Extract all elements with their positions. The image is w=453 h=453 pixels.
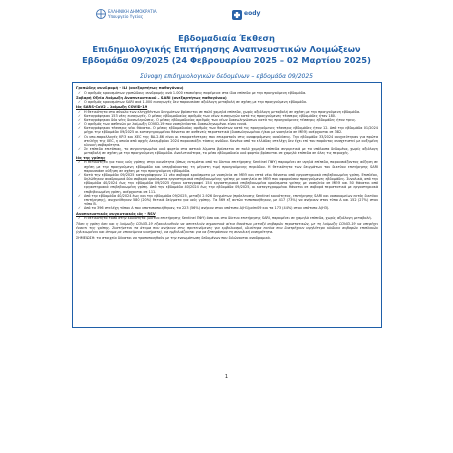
summary-box bbox=[72, 82, 382, 328]
flu-list bbox=[76, 160, 378, 210]
list-item: ✓ Ο αριθμός κρουσμάτων γριπώδους συνδρομής ανά 1.000 επισκέψεις παρέμεινε στα ίδια επίπεδα με την προηγούμενη εβδομάδα. bbox=[84, 91, 378, 95]
list-item: ✓ Καταγράφηκαν τέσσερις νέοι θάνατοι. Ο μέσος εβδομαδιαίος αριθμός των θανάτων κατά τις προηγούμενες τέσσερις εβδομάδες ήταν 12. Από την εβδομάδα 01/2024 μέχρι την εβδομάδα 09/2025 οι καταγεγραμμένοι θάνατοι σε ασθενείς περιστατικά (διασωληνωμένοι ή/και με νοσηλεία σε ΜΕΘ) ανέρχονται σε 382. bbox=[84, 126, 378, 134]
org-left-sub: Υπουργείο Υγείας bbox=[108, 14, 144, 19]
list-item: ✓ Η θετικότητα για τους ιούς γρίπης στην κοινότητα (όπως εκτιμάται από το δίκτυο επιτήρησης Sentinel ΠΦΥ) παραμένει σε υψηλά επίπεδα, παρουσιάζοντας αύξηση σε σχέση με την προηγούμενη εβδομάδα και υπερβαίνοντας τη μέγιστη τιμή προηγούμενης περιόδου. Η θετικότητα των δειγμάτων του δικτύου επιτήρησης SARI παρουσιάσε αύξηση σε σχέση με την προηγούμενη εβδομάδα. bbox=[84, 160, 378, 172]
rsv-list bbox=[76, 216, 378, 220]
summary-subtitle: Σύνοψη επιδημιολογικών δεδομένων – εβδομάδα 09/2025 bbox=[140, 73, 313, 80]
list-item: ✓ Καταγράφηκαν δύο νέες διασωληνώσεις. Ο μέσος εβδομαδιαίος αριθμός των νέων διασωληνώσεων κατά τις προηγούμενες τέσσερις εβδομάδες ήταν τρεις. bbox=[84, 118, 378, 122]
page-number: 1 bbox=[224, 374, 229, 380]
list-item: ✓ Η θετικότητα στο σύνολο των ελεγχθέντων δειγμάτων βρίσκεται σε πολύ χαμηλά επίπεδα, χωρίς αξιόλογη μεταβολή σε σχέση με την προηγούμενη εβδομάδα. bbox=[84, 110, 378, 114]
recommendation-note: Τόσο η γρίπη όσο και η λοίμωξη COVID-19 εξακολουθούν να αποτελούν σημαντικά αίτια θανάτων μεταξύ σοβαρών περιστατικών, με τη λοίμωξη COVID-19 να υπερέχει έναντι της γρίπης. Συστήνεται τα άτομα που ανήκουν στις προτεινόμενες για εμβολιασμό, ιδιαίτερα εκείνα που διατρέχουν υψηλότερο κίνδυνο σοβαρών επιπλοκών (ηλικιωμένοι και άτομα με υποκείμενα νοσήματα), να εμβολιάζονται για να ξεπεράσουν τη συνολική νοσηρότητα. bbox=[76, 222, 378, 235]
ministry-logo bbox=[96, 8, 168, 20]
list-item: ✓ Καταγράφηκαν 153 νέες εισαγωγές. Ο μέσος εβδομαδιαίος αριθμός των νέων εισαγωγών κατά τις προηγούμενες τέσσερις εβδομάδες ήταν 180. bbox=[84, 114, 378, 118]
list-item: ✓ Η θετικότητα τόσο στην κοινότητα (δίκτυο επιτήρησης Sentinel ΠΦΥ) όσο και στο δίκτυο επιτήρησης SARI, παραμένει σε χαμηλά επίπεδα, χωρίς αξιόλογη μεταβολή. bbox=[84, 216, 378, 220]
list-item: ✓ Σε επίπεδο επιτόπιας, το συγκεντρωμένο ιικό φορτίο στα αστικά λύματα βρίσκεται σε πολύ χαμηλά επίπεδα συγκριτικά με τα υπόλοιπα δεδομένα, χωρίς αξιόλογη μεταβολή σε σχέση με την προηγούμενη εβδομάδα. Αναλυτικότερα, το μέσο εβδομαδιαίο ιικό φορτίο βρίσκεται σε χαμηλά επίπεδα σε όλες τις περιοχές. bbox=[84, 147, 378, 155]
covid-list bbox=[76, 110, 378, 156]
title-line-1: Εβδομαδιαία Έκθεση bbox=[178, 33, 275, 43]
covid-heading: Ιός SARS-CoV2 – λοίμωξη COVID-19 bbox=[76, 105, 148, 110]
list-item: ✓ Ο αριθμός κρουσμάτων SARI ανά 1.000 εισαγωγές δεν παρουσιάσε αξιόλογη μεταβολή σε σχέση με την προηγούμενη εβδομάδα. bbox=[84, 100, 378, 104]
list-item: ✓ Από την εβδομάδα 40/2024 έως και την εβδομάδα 09/2025, μεταξύ 2.926 δειγμάτων (πρόελευσης Sentinel κοινότητας, επιτήρησης SARI και νοσοκομείων εκτός δικτύου επιτήρησης), ανιχνεύθηκαν 580 (20%) θετικά δείγματα για ιούς γρίπης. Τα 569 εξ αυτών τυποποιήθηκαν, με 417 (73%) να ανήκουν στον τύπο Α και 152 (27%) στον τύπο Β. bbox=[84, 194, 378, 206]
report-title bbox=[0, 33, 453, 66]
header-logos bbox=[0, 7, 453, 21]
list-item: ✓ Ο αριθμός των ασθενών με λοίμωξη COVID-19 που νοσηλεύονται διασωληνωμένοι είναι εννιά. bbox=[84, 122, 378, 126]
sari-heading: Σοβαρή Οξεία Λοίμωξη Αναπνευστικού – SARI (ανεξαρτήτως παθογόνου) bbox=[76, 96, 227, 101]
flu-heading: Ιός της γρίπης bbox=[76, 156, 106, 161]
title-line-3: Εβδομάδα 09/2025 (24 Φεβρουαρίου 2025 – 02 Μαρτίου 2025) bbox=[82, 55, 371, 65]
org-left-name: ΕΛΛΗΝΙΚΗ ΔΗΜΟΚΡΑΤΙΑ bbox=[108, 9, 157, 14]
ili-heading: Γριπώδης συνδρομή - ILI (ανεξαρτήτως παθογόνου) bbox=[76, 86, 184, 91]
list-item: ✓ Οι υπο-παραλλαγές KP.3 και XEC της BA.2.86 είναι οι επικρατέστερες που επικρατούν στις αναφερόμενες αναλύσεις. Την εβδομάδα 33/2024 ανιχνεύτηκαν για πρώτα στελέχη της XEC, η οποία από αρχές Δεκεμβρίου 2024 παρουσιάζει τάσεις ανόδου. Κανένα από τα ελλάδας στελέχη δεν έχει επί του παρόντος συσχετιστεί με αυξημένη κλινική σοβαρότητα. bbox=[84, 135, 378, 147]
eody-logo bbox=[232, 7, 262, 21]
sari-list bbox=[76, 100, 378, 104]
ili-list bbox=[76, 91, 378, 95]
list-item: ✓ Από τα 396 στελέχη τύπου Α που υποτυποποιήθηκαν, τα 223 (56%) ανήκαν στον υπότυπο A(H1)pdm09 και τα 173 (44%) στον υπότυπο A(H3). bbox=[84, 206, 378, 210]
rsv-heading: Αναπνευστικός συγκυτιακός ιός - RSV bbox=[76, 211, 156, 216]
ministry-emblem-icon bbox=[96, 8, 106, 20]
list-item: ✓ Κατά την εβδομάδα 09/2025 καταγράφηκαν 11 νέα σοβαρά κρούσματα με νοσηλεία σε ΜΕΘ και επτά νέοι θάνατοι από εργαστηριακά επιβεβαιωμένη γρίπη. Επιπλέον, δηλώθηκαν αναδρομικά δύο σοβαρά κρούσματα εργαστηριακά επιβεβαιωμένης γρίπης με νοσηλεία σε ΜΕΘ που αφορούσαν προηγούμενες εβδομάδες. Συνολικά, από την εβδομάδα 40/2024 έως την εβδομάδα 09/2025 έχουν καταγραφεί 154 εργαστηριακά επιβεβαιωμένα κρούσματα γρίπης με νοσηλεία σε ΜΕΘ και 50 θάνατοι από εργαστηριακά επιβεβαιωμένη γρίπη. Από την εβδομάδα 40/2024 έως την εβδομάδα 09/2025, οι καταγεγραμμένοι θάνατοι σε σοβαρά περιστατικά με εργαστηριακά επιβεβαιωμένη γρίπη, ανέρχονται σε 111. bbox=[84, 173, 378, 194]
title-line-2: Επιδημιολογικής Επιτήρησης Αναπνευστικών Λοιμώξεων bbox=[92, 44, 361, 54]
disclaimer-note: ΣΗΜΕΙΩΣΗ: τα στοιχεία δύναται να τροποποιηθούν με την ενσωμάτωση δεδομένων που διλώνονται αναδρομικά. bbox=[76, 236, 271, 241]
eody-wordmark: eody bbox=[244, 10, 261, 17]
